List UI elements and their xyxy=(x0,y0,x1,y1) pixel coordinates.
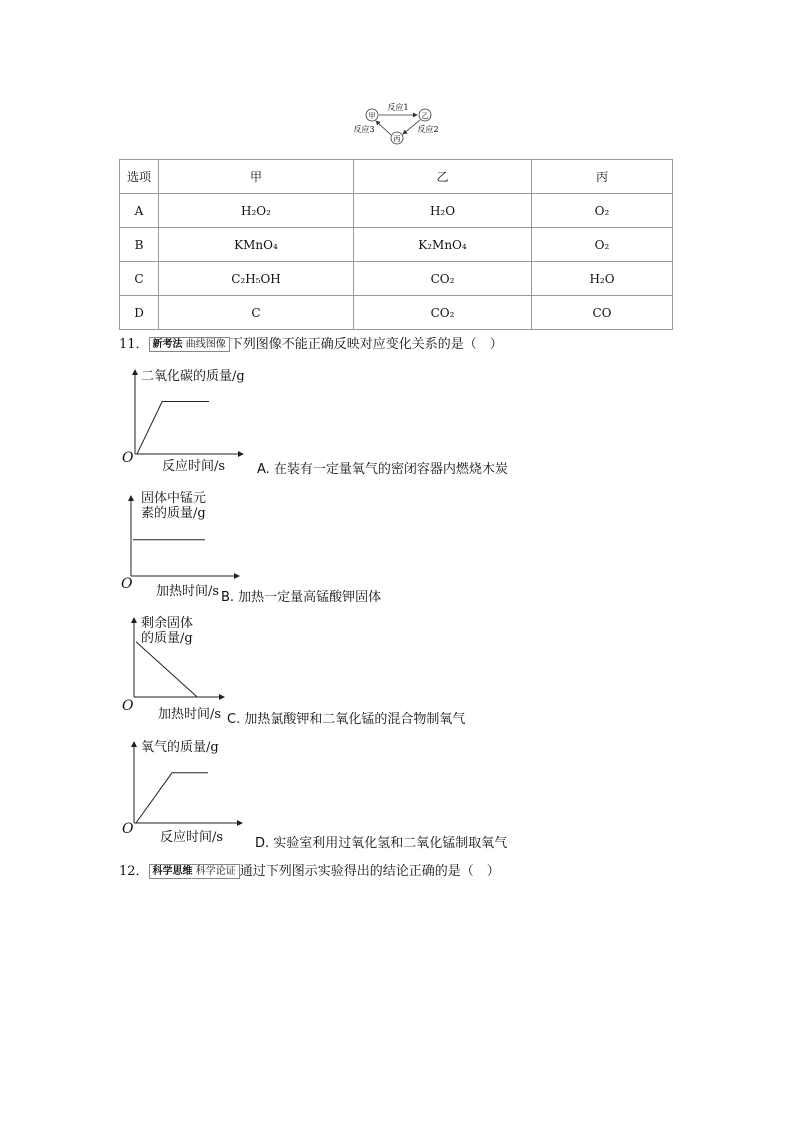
table-row xyxy=(120,262,673,296)
table-cell: CO₂ xyxy=(354,296,532,330)
table-cell: O₂ xyxy=(532,228,673,262)
table-cell: D xyxy=(120,296,159,330)
table-cell: H₂O xyxy=(354,194,532,228)
header-cell: 选项 xyxy=(120,160,159,194)
badge-secondary: 曲线图像 xyxy=(185,339,226,350)
graph-c-xlabel: 加热时间/s xyxy=(158,707,222,722)
label-r3: 反应3 xyxy=(353,125,375,134)
table-cell: B xyxy=(120,228,159,262)
question-number: 11． xyxy=(119,337,149,352)
table-cell: A xyxy=(120,194,159,228)
table-cell: H₂O xyxy=(532,262,673,296)
header-cell: 丙 xyxy=(532,160,673,194)
graph-d-origin: O xyxy=(122,821,134,837)
graph-b-xlabel: 加热时间/s xyxy=(156,584,220,599)
graph-c-ylabel-1: 剩余固体 xyxy=(141,616,194,631)
graph-b-ylabel-2: 素的质量/g xyxy=(141,506,206,521)
graph-c-origin: O xyxy=(122,698,134,714)
node-bing: 丙 xyxy=(393,135,401,143)
graph-c-ylabel-2: 的质量/g xyxy=(141,631,193,646)
node-yi: 乙 xyxy=(421,112,429,120)
reaction-cycle-diagram xyxy=(340,98,450,150)
table-cell: O₂ xyxy=(532,194,673,228)
graph-a-xlabel: 反应时间/s xyxy=(162,459,226,474)
graph-a-caption: A. 在装有一定量氧气的密闭容器内燃烧木炭 xyxy=(257,462,508,477)
options-table xyxy=(119,159,673,330)
graph-c-caption: C. 加热氯酸钾和二氧化锰的混合物制氧气 xyxy=(227,712,466,727)
graph-d-xlabel: 反应时间/s xyxy=(160,830,224,845)
graph-b-ylabel-1: 固体中锰元 xyxy=(141,491,207,506)
graph-d-curve xyxy=(136,773,208,823)
question-text: 下列图像不能正确反映对应变化关系的是（ ） xyxy=(229,337,503,352)
graph-b-origin: O xyxy=(121,576,133,592)
table-cell: C xyxy=(120,262,159,296)
graph-b-caption: B. 加热一定量高锰酸钾固体 xyxy=(221,590,382,605)
label-r2: 反应2 xyxy=(417,125,439,134)
badge-primary: 新考法 xyxy=(152,339,183,350)
badge-primary: 科学思维 xyxy=(152,866,193,877)
graph-a-curve xyxy=(137,402,209,455)
table-cell: KMnO₄ xyxy=(159,228,354,262)
question-12 xyxy=(119,860,500,879)
question-tag-badge xyxy=(149,864,240,879)
table-row xyxy=(120,296,673,330)
graph-d-ylabel: 氧气的质量/g xyxy=(141,740,219,755)
table-header-row xyxy=(120,160,673,194)
graph-a-origin: O xyxy=(122,450,134,466)
table-cell: C xyxy=(159,296,354,330)
table-cell: C₂H₅OH xyxy=(159,262,354,296)
node-jia: 甲 xyxy=(368,112,376,120)
arrow-r3 xyxy=(376,121,391,135)
question-tag-badge xyxy=(149,337,230,352)
header-cell: 甲 xyxy=(159,160,354,194)
table-cell: CO₂ xyxy=(354,262,532,296)
graph-c-curve xyxy=(136,642,197,697)
table-row xyxy=(120,194,673,228)
badge-secondary: 科学论证 xyxy=(195,866,236,877)
table-row xyxy=(120,228,673,262)
graph-d-caption: D. 实验室利用过氧化氢和二氧化锰制取氧气 xyxy=(255,836,508,851)
question-11 xyxy=(119,333,503,352)
label-r1: 反应1 xyxy=(387,103,409,112)
question-text: 通过下列图示实验得出的结论正确的是（ ） xyxy=(239,864,500,879)
table-cell: CO xyxy=(532,296,673,330)
question-number: 12． xyxy=(119,864,149,879)
table-cell: H₂O₂ xyxy=(159,194,354,228)
header-cell: 乙 xyxy=(354,160,532,194)
graph-a-ylabel: 二氧化碳的质量/g xyxy=(141,369,245,384)
table-cell: K₂MnO₄ xyxy=(354,228,532,262)
